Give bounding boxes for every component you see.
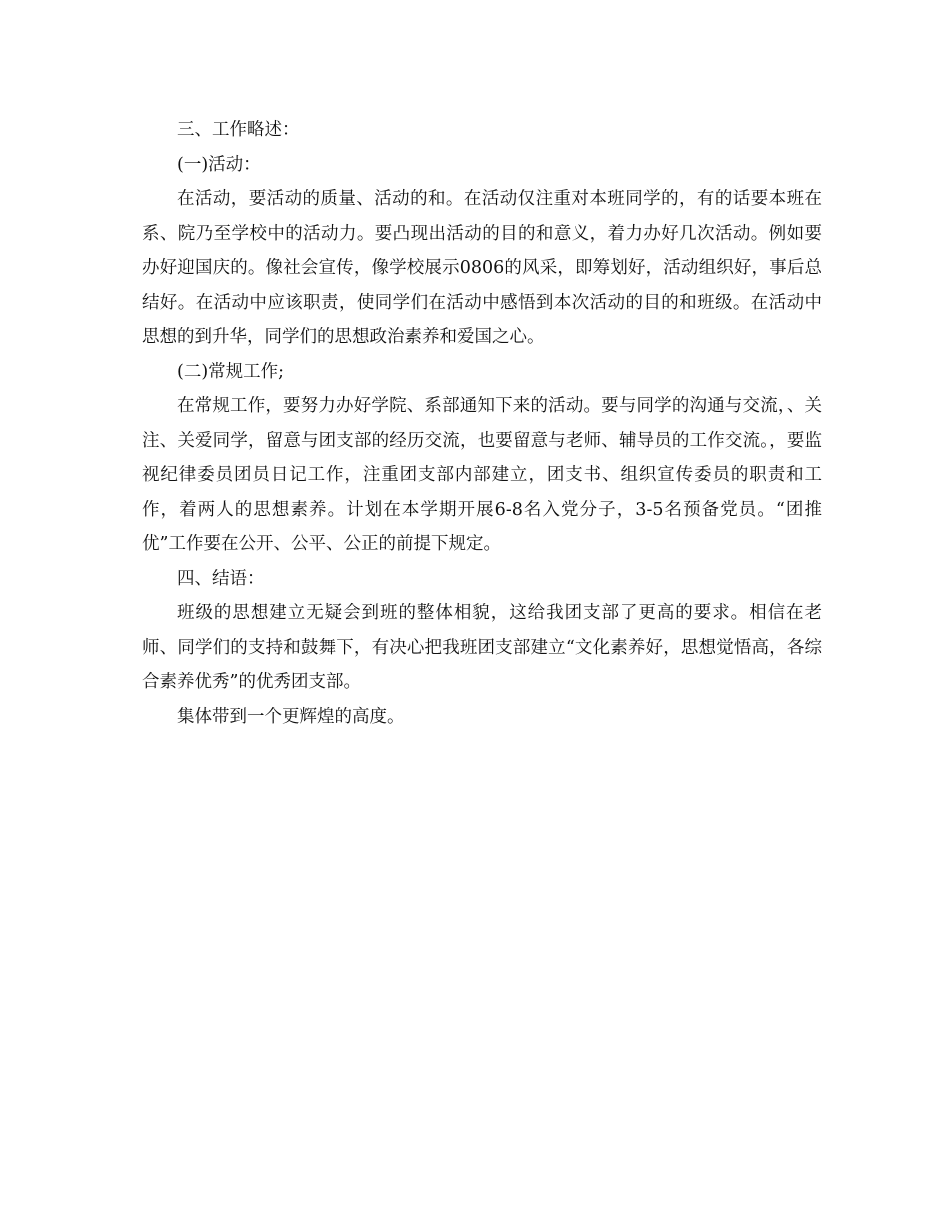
paragraph-routine-work: 在常规工作，要努力办好学院、系部通知下来的活动。要与同学的沟通与交流，、关注、关爱同学，留意与团支部的经历交流，也要留意与老师、辅导员的工作交流。，要监视纪律委员团员日记工作，注重团支部内部建立，团支书、组织宣传委员的职责和工作，着两人的思想素养。计划在本学期开展6-8名入党分子，3-5名预备党员。“团推优”工作要在公开、公平、公正的前提下规定。 [142, 396, 822, 554]
subheading-routine-work: (二)常规工作; [177, 361, 285, 382]
section-heading-conclusion: 四、结语： [177, 568, 265, 589]
document-body [142, 113, 822, 734]
paragraph-activities: 在活动，要活动的质量、活动的和。在活动仅注重对本班同学的，有的话要本班在系、院乃至学校中的活动力。要凸现出活动的目的和意义，着力办好几次活动。例如要办好迎国庆的。像社会宣传，像学校展示0806的风采，即筹划好，活动组织好，事后总结好。在活动中应该职责，使同学们在活动中感悟到本次活动的目的和班级。在活动中思想的到升华，同学们的思想政治素养和爱国之心。 [142, 189, 822, 347]
section-heading-work-summary: 三、工作略述： [177, 120, 300, 140]
subheading-activities: (一)活动： [177, 154, 261, 175]
paragraph-closing: 集体带到一个更辉煌的高度。 [177, 706, 405, 727]
paragraph-conclusion: 班级的思想建立无疑会到班的整体相貌，这给我团支部了更高的要求。相信在老师、同学们的支持和鼓舞下，有决心把我班团支部建立“文化素养好，思想觉悟高，各综合素养优秀”的优秀团支部。 [142, 603, 822, 692]
